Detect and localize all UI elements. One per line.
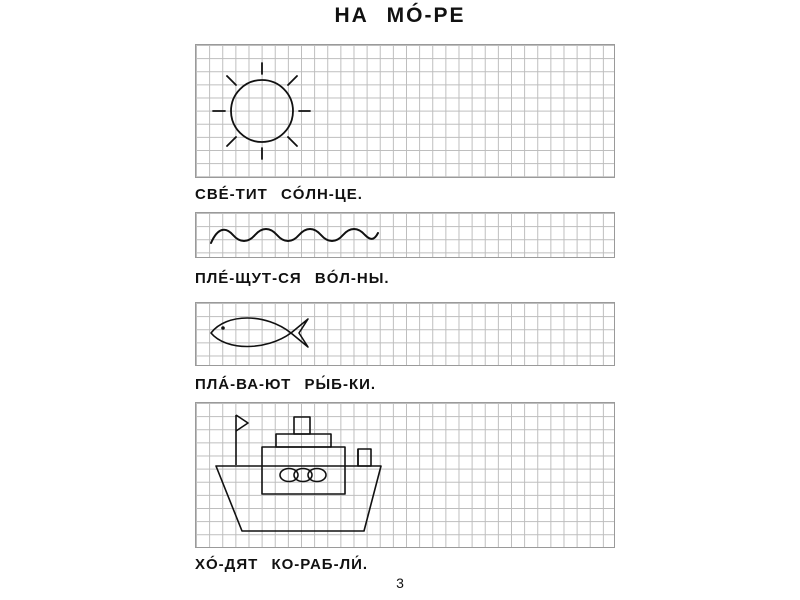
caption-ship: ХÓ-ДЯТ КО-РАБ-ЛИ́. bbox=[195, 556, 369, 573]
grid-box-ship bbox=[195, 402, 615, 548]
page-title: НА МÓ-РЕ bbox=[334, 4, 466, 27]
sun-icon bbox=[196, 45, 616, 179]
caption-sun: СВÉ-ТИТ СÓЛН-ЦЕ. bbox=[195, 186, 363, 203]
page-number: 3 bbox=[396, 575, 404, 591]
caption-fish: ПЛÁ-ВА-ЮТ РЫ́Б-КИ. bbox=[195, 376, 377, 393]
grid-box-sun bbox=[195, 44, 615, 178]
wave-icon bbox=[196, 213, 616, 259]
grid-box-waves bbox=[195, 212, 615, 258]
grid-box-fish bbox=[195, 302, 615, 366]
caption-waves: ПЛÉ-ЩУТ-СЯ ВÓЛ-НЫ. bbox=[195, 270, 390, 287]
ship-icon bbox=[196, 403, 616, 549]
fish-icon bbox=[196, 303, 616, 367]
